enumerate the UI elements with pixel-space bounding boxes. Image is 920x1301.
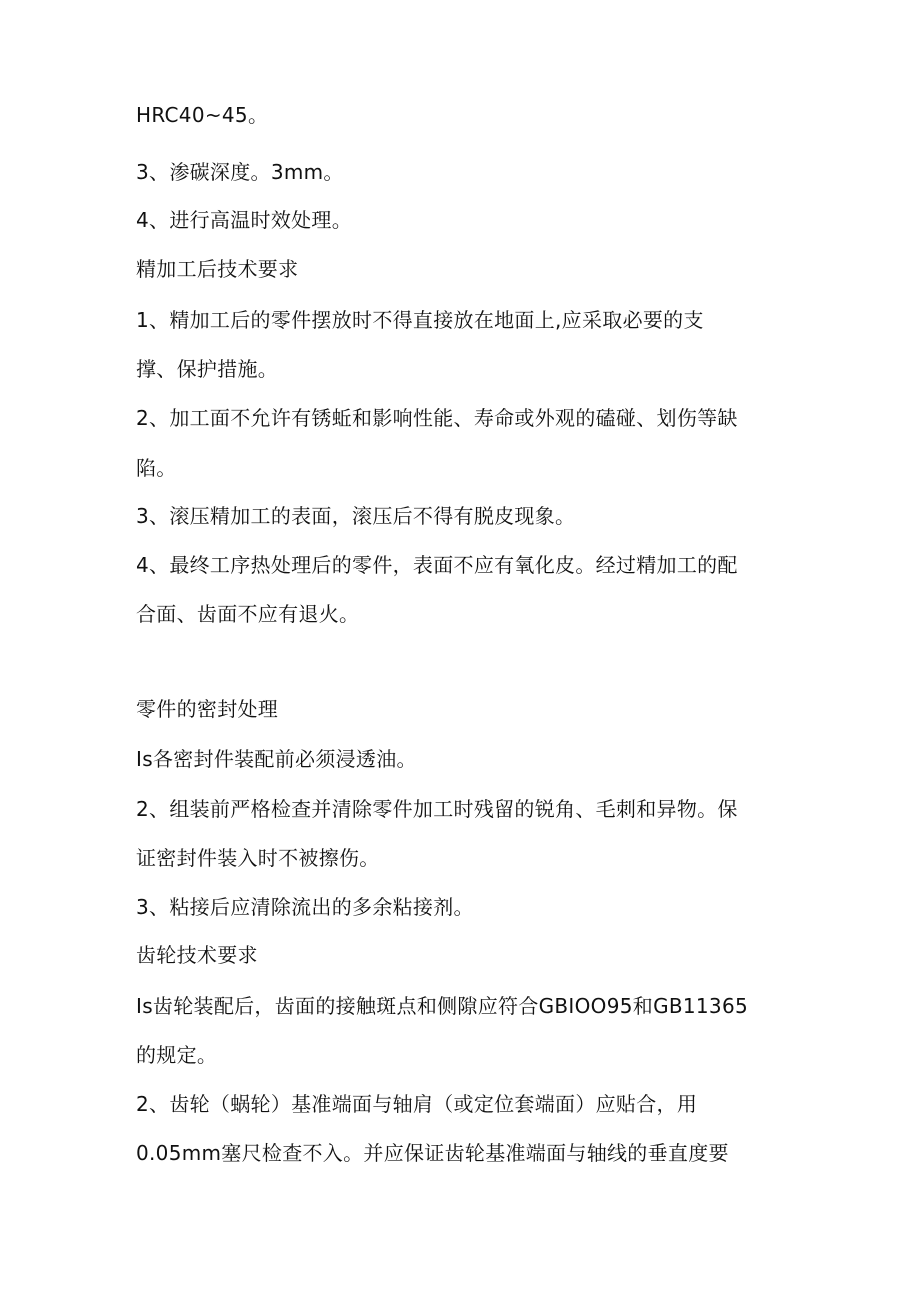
text-line: 4、最终工序热处理后的零件，表面不应有氧化皮。经过精加工的配: [136, 553, 738, 577]
text-line: 的规定。: [136, 1043, 218, 1067]
section-heading: 零件的密封处理: [136, 697, 279, 721]
text-line: 3、滚压精加工的表面，滚压后不得有脱皮现象。: [136, 504, 576, 528]
text-line: Is各密封件装配前必须浸透油。: [136, 747, 417, 771]
text-line: 3、粘接后应清除流出的多余粘接剂。: [136, 895, 474, 919]
text-line: 2、加工面不允许有锈蚯和影响性能、寿命或外观的磕碰、划伤等缺: [136, 406, 738, 430]
text-line: 撑、保护措施。: [136, 357, 279, 381]
section-heading: 齿轮技术要求: [136, 943, 258, 967]
text-line: 证密封件装入时不被擦伤。: [136, 846, 380, 870]
text-line: 合面、齿面不应有退火。: [136, 602, 360, 626]
section-heading: 精加工后技术要求: [136, 257, 299, 281]
text-line: 0.05mm塞尺检查不入。并应保证齿轮基准端面与轴线的垂直度要: [136, 1141, 729, 1165]
text-line: 3、渗碳深度。3mm。: [136, 160, 344, 184]
text-line: 陷。: [136, 456, 177, 480]
text-line: HRC40~45。: [136, 103, 269, 127]
text-line: 2、齿轮（蜗轮）基准端面与轴肩（或定位套端面）应贴合，用: [136, 1092, 698, 1116]
text-line: 4、进行高温时效处理。: [136, 208, 353, 232]
text-line: 2、组装前严格检查并清除零件加工时残留的锐角、毛刺和异物。保: [136, 797, 738, 821]
text-line: 1、精加工后的零件摆放时不得直接放在地面上,应采取必要的支: [136, 308, 704, 332]
text-line: Is齿轮装配后，齿面的接触斑点和侧隙应符合GBIOO95和GB11365: [136, 994, 749, 1018]
